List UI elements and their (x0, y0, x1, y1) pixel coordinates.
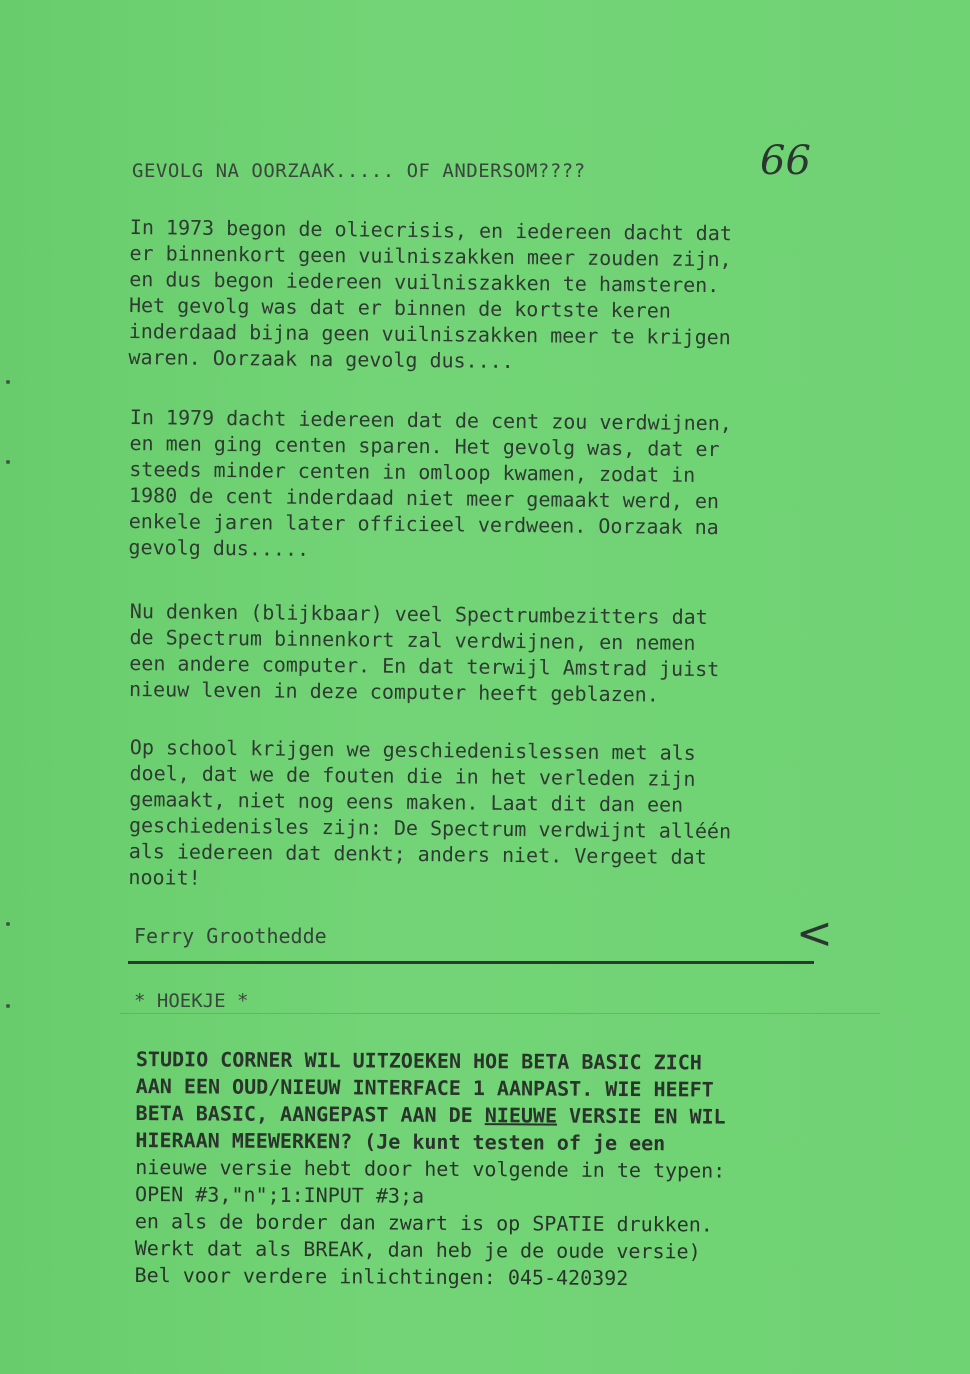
text-line: Werkt dat als BREAK, dan heb je de oude versie) (134, 1235, 701, 1264)
punch-hole (6, 460, 10, 464)
text-line: nooit! (128, 864, 201, 890)
text-line: en men ging centen sparen. Het gevolg was, dat er (129, 430, 720, 462)
text-line: steeds minder centen in omloop kwamen, zodat in (129, 456, 696, 487)
paragraph-4 (128, 734, 850, 898)
text-segment: BETA BASIC, AANGEPAST AAN DE (135, 1100, 485, 1128)
text-line: geschiedenisles zijn: De Spectrum verdwijnt alléén (128, 812, 732, 844)
text-line: In 1973 begon de oliecrisis, en iedereen dacht dat (129, 214, 733, 246)
text-line: STUDIO CORNER WIL UITZOEKEN HOE BETA BASIC ZICH (135, 1047, 702, 1075)
text-line: gemaakt, niet nog eens maken. Laat dit dan een (129, 786, 684, 817)
text-line: Op school krijgen we geschiedenislessen met als (129, 734, 696, 765)
text-segment: VERSIE EN WIL (556, 1103, 726, 1129)
text-line: er binnenkort geen vuilniszakken meer zouden zijn, (129, 240, 732, 272)
divider-line (128, 961, 814, 964)
text-line: de Spectrum binnenkort zal verdwijnen, en nemen (129, 624, 696, 655)
punch-hole (6, 922, 10, 926)
text-line: en dus begon iedereen vuilniszakken te hamsteren. (129, 266, 720, 298)
article-title: GEVOLG NA OORZAAK..... OF ANDERSOM???? (132, 160, 586, 182)
text-line: nieuwe versie hebt door het volgende in te typen: (135, 1154, 726, 1183)
text-line: OPEN #3,"n";1:INPUT #3;a (135, 1181, 425, 1208)
text-line: inderdaad bijna geen vuilniszakken meer te krijgen (128, 318, 731, 350)
corner-section-title: * HOEKJE * (134, 990, 249, 1012)
text-line: In 1979 dacht iedereen dat de cent zou verdwijnen, (129, 404, 733, 436)
punch-hole (6, 1004, 10, 1008)
paragraph-1 (128, 214, 850, 378)
text-line: als iedereen dat denkt; anders niet. Vergeet dat (128, 838, 707, 870)
paragraph-2 (128, 404, 850, 568)
text-line: een andere computer. En dat terwijl Amstrad juist (129, 650, 720, 682)
underlined-word: NIEUWE (484, 1103, 558, 1128)
text-line: HIERAAN MEEWERKEN? (Je kunt testen of je een (135, 1127, 666, 1156)
text-line: en als de border dan zwart is op SPATIE drukken. (134, 1208, 713, 1237)
punch-hole (6, 380, 10, 384)
continue-arrow-icon: < (796, 908, 833, 959)
paragraph-3 (129, 598, 850, 710)
faint-divider (120, 1013, 880, 1014)
text-line: nieuw leven in deze computer heeft geblazen. (128, 676, 659, 707)
text-line: Nu denken (blijkbaar) veel Spectrumbezitters dat (129, 598, 708, 630)
text-line: waren. Oorzaak na gevolg dus.... (128, 344, 514, 374)
text-line: Bel voor verdere inlichtingen: 045-420392 (134, 1262, 629, 1291)
text-line: AAN EEN OUD/NIEUW INTERFACE 1 AANPAST. WIE HEEFT (135, 1073, 714, 1102)
corner-section-body (135, 1046, 856, 1293)
page-number: 66 (760, 138, 811, 184)
text-line: Het gevolg was dat er binnen de kortste keren (128, 292, 672, 323)
text-line: gevolg dus..... (128, 534, 310, 561)
text-line: doel, dat we de fouten die in het verleden zijn (129, 760, 696, 791)
text-line: 1980 de cent inderdaad niet meer gemaakt werd, en (128, 482, 720, 514)
text-line: enkele jaren later officieel verdween. Oorzaak na (128, 508, 719, 540)
author-signature: Ferry Groothedde (134, 924, 327, 948)
